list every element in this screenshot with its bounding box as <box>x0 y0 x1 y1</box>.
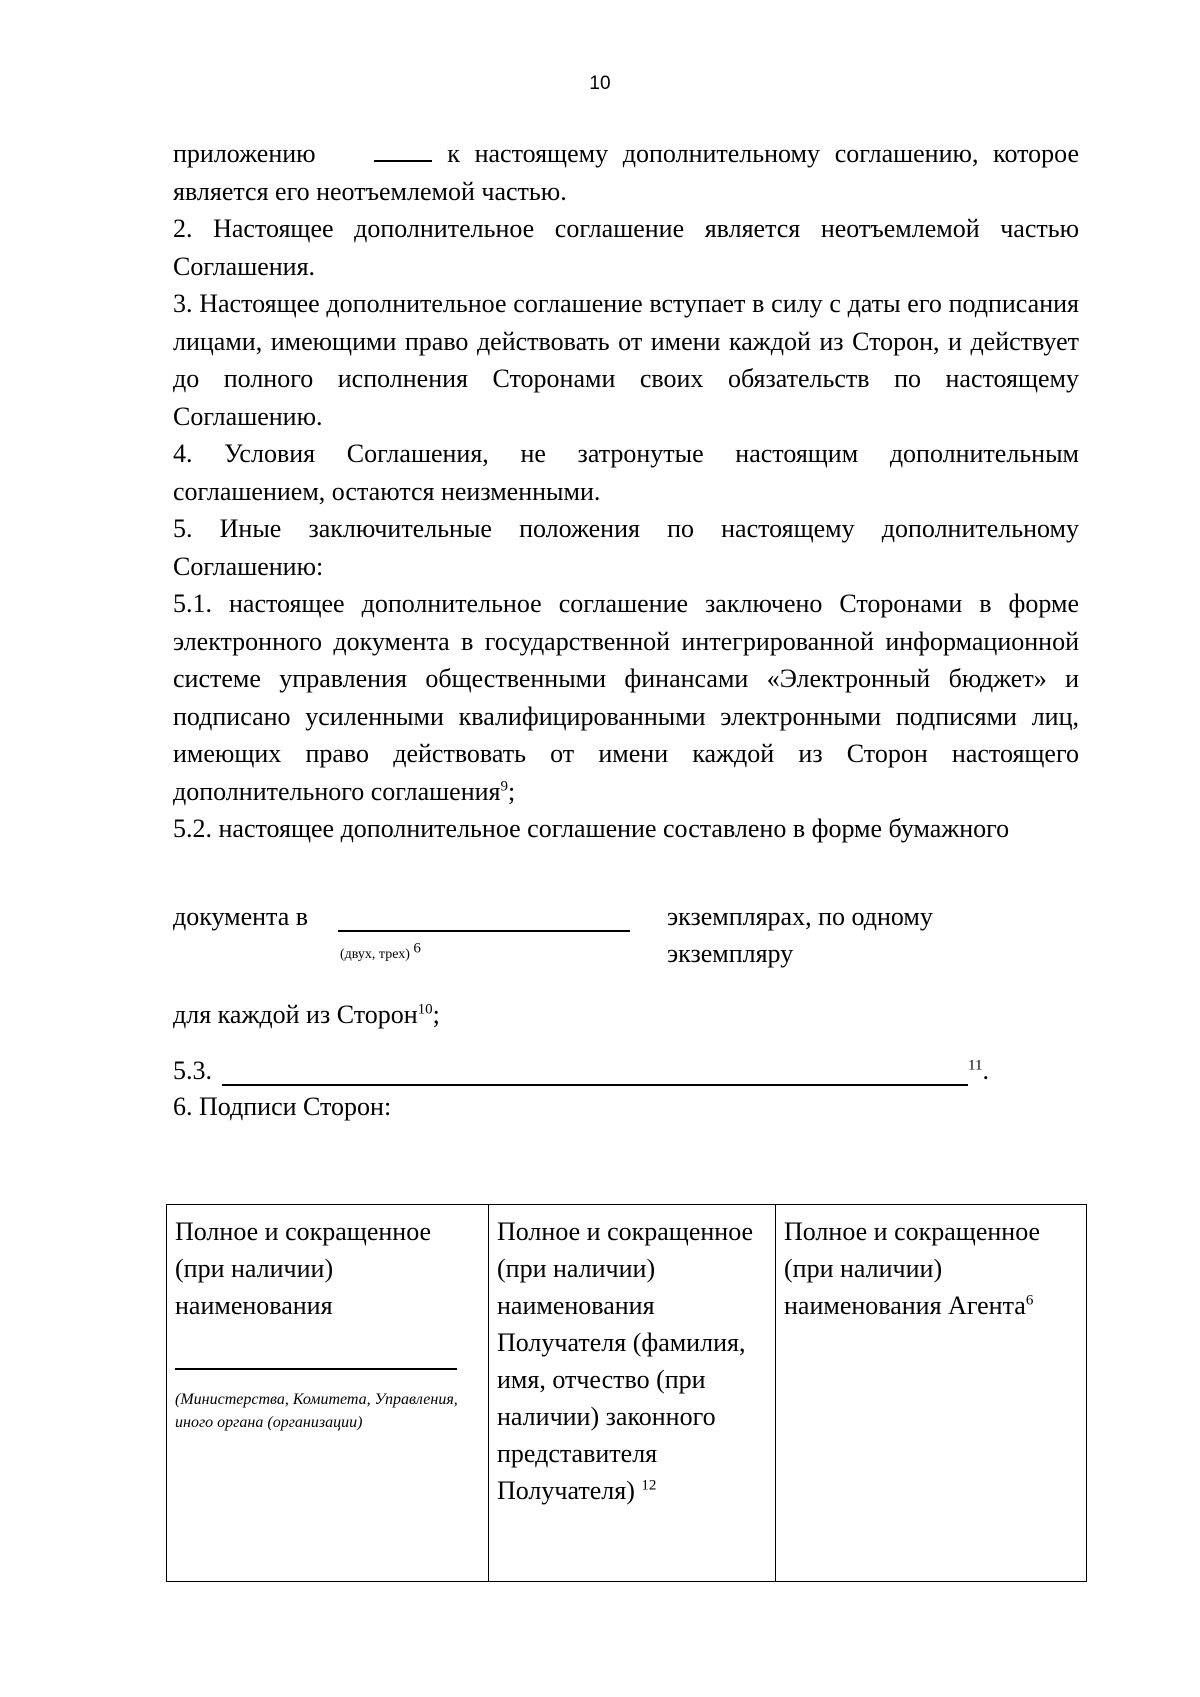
item-5-3-end: . <box>982 1056 989 1085</box>
paragraph-5: 5. Иные заключительные положения по настоящему дополнительному Соглашению: <box>173 514 1079 581</box>
paragraph-2: 2. Настоящее дополнительное соглашение является неотъемлемой частью Соглашения. <box>173 214 1079 281</box>
copies-label-right-2: экземпляру <box>667 939 794 968</box>
page-number: 10 <box>589 73 611 94</box>
footnote-ref-9: 9 <box>500 777 509 794</box>
ministry-name-line <box>175 1368 457 1370</box>
paragraph-5-1-text: 5.1. настоящее дополнительное соглашение заключено Сторонами в форме электронного документа в государственной интегрированной информационной системе управления общественными финансами «Электронный бюджет» и подписано усиленными квалифицированными электронными подписями лиц, имеющих право действовать от имени каждой из Сторон настоящего дополнительного соглашения <box>173 589 1079 806</box>
copies-label: документа в <box>173 902 309 931</box>
annex-ref-start: приложению <box>173 139 316 168</box>
signature-row <box>167 1205 1087 1582</box>
item-5-3-label: 5.3. <box>173 1056 212 1085</box>
footnote-ref-11: 11 <box>968 1057 983 1074</box>
each-party-text: для каждой из Сторон <box>173 1000 418 1029</box>
signature-cell-ministry <box>167 1205 489 1582</box>
paragraph-4: 4. Условия Соглашения, не затронутые настоящим дополнительным соглашением, остаются неизменными. <box>173 439 1079 506</box>
paragraph-3: 3. Настоящее дополнительное соглашение вступает в силу с даты его подписания лицами, имеющими право действовать от имени каждой из Сторон, и действует до полного исполнения Сторонами своих обязательств по настоящему Соглашению. <box>173 289 1079 431</box>
footnote-ref-12: 12 <box>641 1477 657 1494</box>
footnote-ref-10: 10 <box>417 1001 433 1018</box>
agent-title: Полное и сокращенное (при наличии) наименования Агента <box>784 1217 1041 1320</box>
ministry-title: Полное и сокращенное (при наличии) наименования <box>175 1217 432 1320</box>
signature-cell-agent <box>776 1205 1087 1582</box>
footnote-ref-6: 6 <box>413 940 421 957</box>
paragraph-annex-ref <box>173 135 1079 210</box>
recipient-title: Полное и сокращенное (при наличии) наименования Получателя (фамилия, имя, отчество (при наличии) законного представителя Получателя) <box>497 1217 754 1505</box>
copies-hint <box>340 940 421 963</box>
paragraph-5-2: 5.2. настоящее дополнительное соглашение составлено в форме бумажного <box>173 814 1010 843</box>
annex-ref-end: к настоящему дополнительному соглашению, которое является его неотъемлемой частью. <box>173 139 1080 206</box>
copies-label-right-1: экземплярах, по одному <box>667 902 933 931</box>
item-5-3-blank <box>222 1060 968 1086</box>
signature-cell-recipient <box>489 1205 776 1582</box>
signatures-heading: 6. Подписи Сторон: <box>173 1092 392 1121</box>
each-party-end: ; <box>432 1000 440 1029</box>
agreement-body <box>173 135 1079 848</box>
paragraph-5-1-end: ; <box>508 776 516 806</box>
signature-table <box>166 1204 1087 1582</box>
paragraph-5-1 <box>173 585 1079 810</box>
footnote-ref-6-agent: 6 <box>1025 1292 1034 1309</box>
annex-number-blank <box>374 136 432 162</box>
ministry-note: (Министерства, Комитета, Управления, иного органа (организации) <box>175 1391 458 1431</box>
copies-hint-text: (двух, трех) <box>340 947 410 962</box>
item-5-3-suffix <box>968 1056 989 1086</box>
copies-count-blank <box>338 906 630 932</box>
each-party-line <box>173 1000 440 1030</box>
